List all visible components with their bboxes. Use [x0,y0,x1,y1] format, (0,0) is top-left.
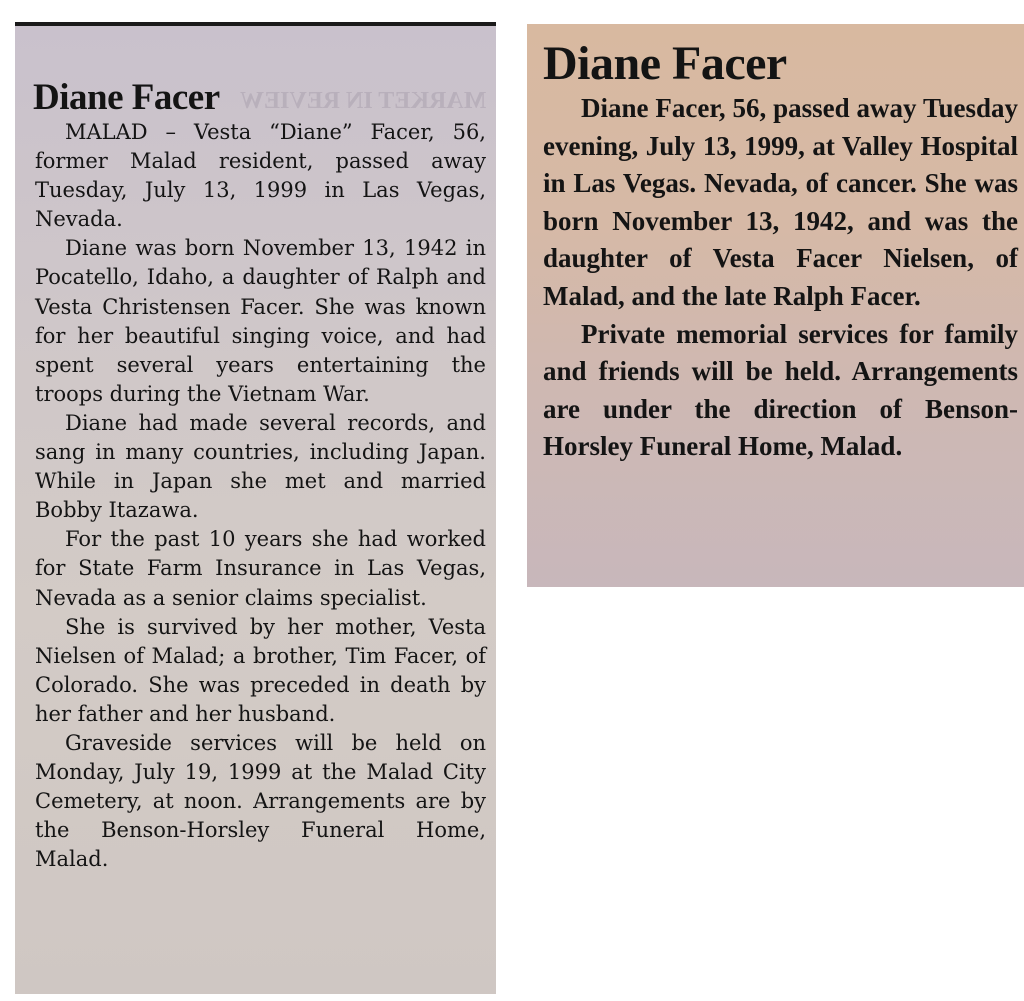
right-paragraph: Private memorial services for family and friends will be held. Arrangements are under the direction of Benson-Horsley Funeral Home, Malad. [543,318,1018,462]
right-article-body [543,90,1018,466]
left-paragraph: MALAD – Vesta “Diane” Facer, 56, former Malad resident, passed away Tuesday, July 13, 1999 in Las Vegas, Nevada. [35,120,486,232]
left-paragraph: For the past 10 years she had worked for State Farm Insurance in Las Vegas, Nevada as a senior claims specialist. [35,527,486,610]
left-paragraph: Diane was born November 13, 1942 in Pocatello, Idaho, a daughter of Ralph and Vesta Christensen Facer. She was known for her beautiful singing voice, and had spent several years entertaining the troops during the Vietnam War. [35,236,486,406]
left-headline: Diane Facer [33,77,220,118]
right-clipping [527,24,1024,587]
left-paragraph: Graveside services will be held on Monday, July 19, 1999 at the Malad City Cemetery, at noon. Arrangements are by the Benson-Horsley Funeral Home, Malad. [35,730,486,872]
right-paragraph: Diane Facer, 56, passed away Tuesday evening, July 13, 1999, at Valley Hospital in Las Vegas. Nevada, of cancer. She was born November 13, 1942, and was the daughter of Vesta Facer Nielsen, of Malad, and the late Ralph Facer. [543,93,1018,311]
left-article-body [35,118,486,874]
left-paragraph: Diane had made several records, and sang in many countries, including Japan. While in Japan she met and married Bobby Itazawa. [35,410,486,523]
left-clipping [15,22,496,994]
left-paragraph: She is survived by her mother, Vesta Nielsen of Malad; a brother, Tim Facer, of Colorado. She was preceded in death by her father and her husband. [35,614,486,726]
right-headline: Diane Facer [543,37,787,90]
bleed-through-text: MARKET IN REVIEW [240,88,487,114]
